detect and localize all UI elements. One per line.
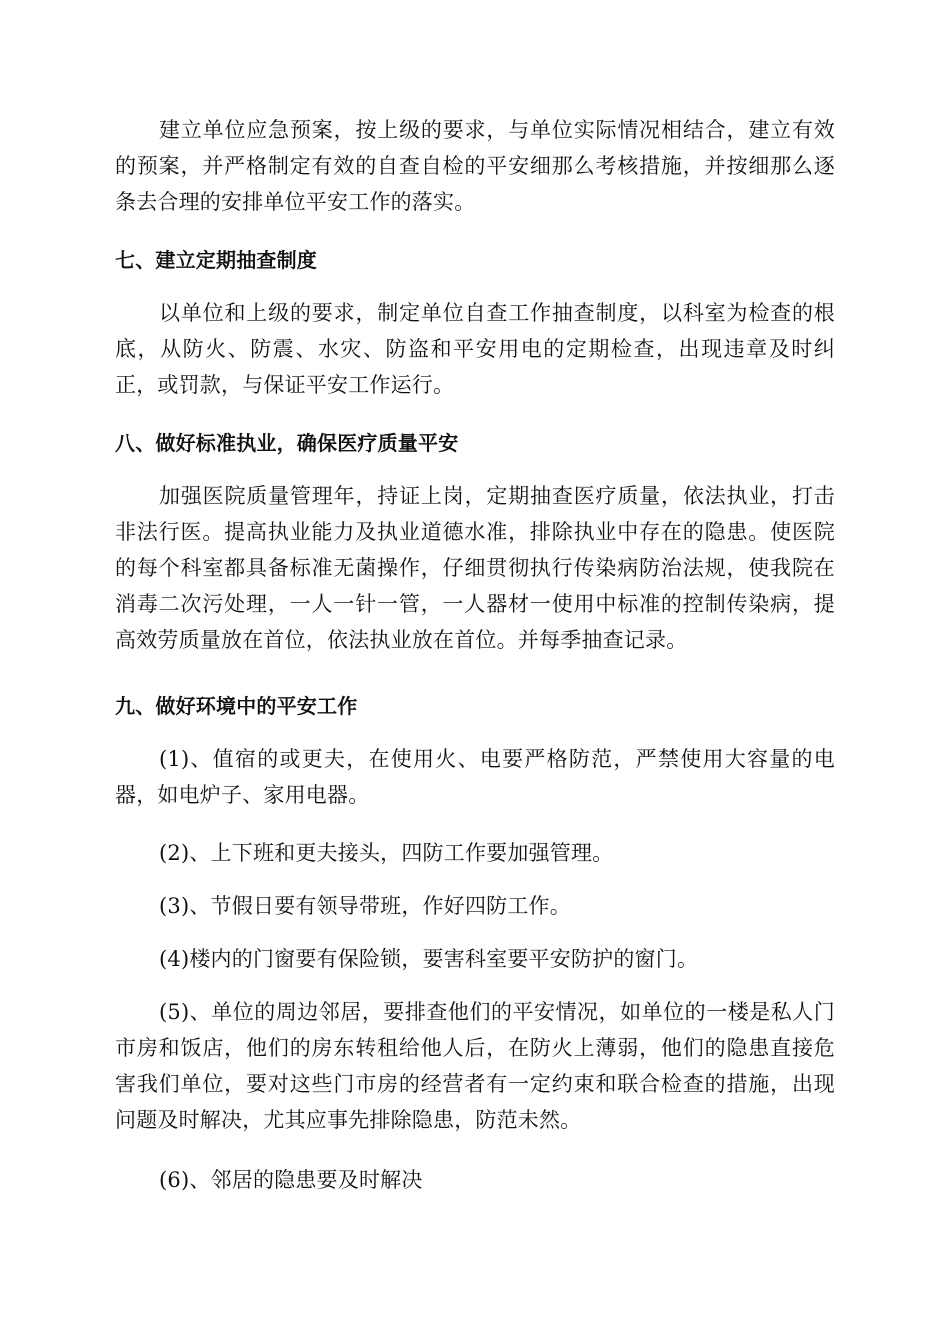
paragraph-section-7: 以单位和上级的要求，制定单位自查工作抽查制度，以科室为检查的根底，从防火、防震、水灾、防盗和平安用电的定期检查，出现违章及时纠正，或罚款，与保证平安工作运行。 [115,301,835,397]
section-heading-9: 九、做好环境中的平安工作 [115,694,358,718]
paragraph-section-8: 加强医院质量管理年，持证上岗，定期抽查医疗质量，依法执业，打击非法行医。提高执业能力及执业道德水准，排除执业中存在的隐患。使医院的每个科室都具备标准无菌操作，仔细贯彻执行传染病防治法规，使我院在消毒二次污处理，一人一针一管，一人器材一使用中标准的控制传染病，提高效劳质量放在首位，依法执业放在首位。并每季抽查记录。 [115,484,835,652]
section-heading-8: 八、做好标准执业，确保医疗质量平安 [115,431,459,455]
paragraph-emergency-plan: 建立单位应急预案，按上级的要求，与单位实际情况相结合，建立有效的预案，并严格制定有效的自查自检的平安细那么考核措施，并按细那么逐条去合理的安排单位平安工作的落实。 [115,118,835,214]
list-item-1: (1)、值宿的或更夫，在使用火、电要严格防范，严禁使用大容量的电器，如电炉子、家用电器。 [115,747,835,807]
list-item-6: (6)、邻居的隐患要及时解决 [159,1168,423,1192]
section-heading-7: 七、建立定期抽查制度 [115,248,317,272]
list-item-2: (2)、上下班和更夫接头，四防工作要加强管理。 [159,841,614,865]
list-item-5: (5)、单位的周边邻居，要排查他们的平安情况，如单位的一楼是私人门市房和饭店，他们的房东转租给他人后，在防火上薄弱，他们的隐患直接危害我们单位，要对这些门市房的经营者有一定约束和联合检查的措施，出现问题及时解决，尤其应事先排除隐患，防范未然。 [115,1000,835,1132]
list-item-3: (3)、节假日要有领导带班，作好四防工作。 [159,894,571,918]
list-item-4: (4)楼内的门窗要有保险锁，要害科室要平安防护的窗门。 [159,947,699,971]
